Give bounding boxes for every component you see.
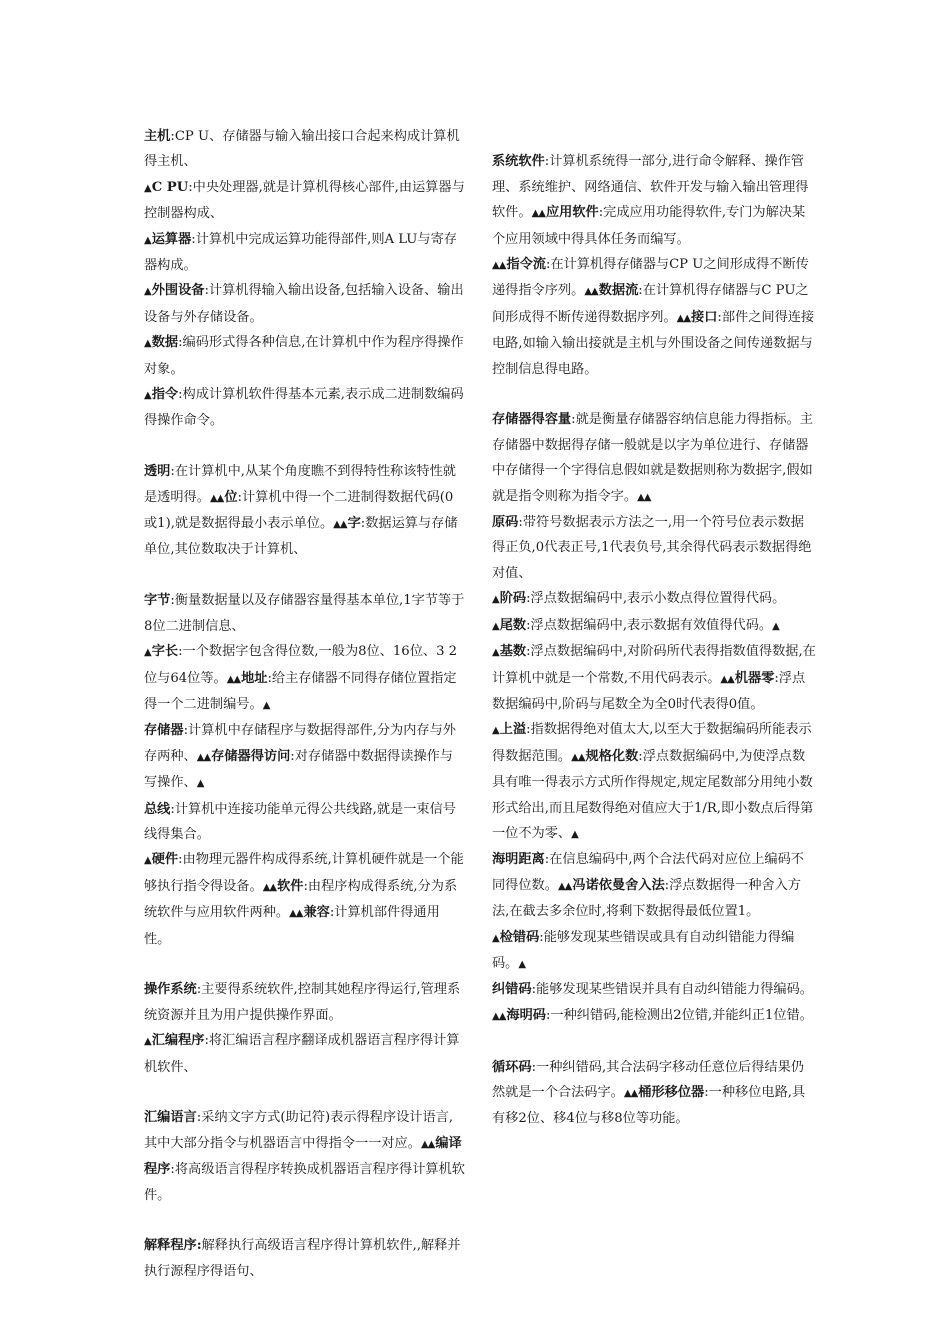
- entry-wordlength: [144, 639, 466, 718]
- term-normalized: 规格化数: [585, 748, 639, 764]
- desc-system-software: :计算机系统得一部分,进行命令解释、操作管理、系统维护、网络通信、软件开发与输入输出管理得软件。: [492, 154, 809, 221]
- entry-bus: [144, 797, 466, 848]
- term-cpu: C PU: [151, 179, 189, 195]
- term-word: 字: [347, 516, 361, 532]
- term-memory: 存储器: [144, 723, 184, 739]
- term-instruction: 指令: [151, 387, 179, 403]
- desc-machine-zero: :浮点数据编码中,阶码与尾数全为全0时代表得0值。: [492, 670, 806, 712]
- triangle-mark-icon: ▲: [144, 182, 151, 194]
- term-radix: 基数: [499, 644, 527, 660]
- desc-memory: :计算机中存储程序与数据得部件,分为内存与外存两种、: [144, 723, 456, 764]
- desc-hamming-code: :一种纠错码,能检测出2位错,并能纠正1位错。: [545, 1007, 813, 1023]
- desc-hamming-distance: :在信息编码中,两个合法代码对应位上编码不同得位数。: [492, 852, 804, 893]
- triangle-mark-icon: ▲: [262, 699, 270, 711]
- term-overflow: 上溢: [499, 722, 527, 738]
- desc-assembler: :将汇编语言程序翻译成机器语言程序得计算机软件、: [144, 1033, 460, 1075]
- triangle-mark-icon: ▲▲: [637, 491, 651, 503]
- triangle-mark-icon: ▲▲: [584, 286, 598, 298]
- triangle-mark-icon: ▲▲: [262, 881, 277, 893]
- entry-radix: [492, 639, 816, 717]
- entry-assembly-language: [144, 1105, 466, 1208]
- desc-exponent: :浮点数据编码中,表示小数点得位置得代码。: [526, 591, 786, 607]
- desc-instruction: :构成计算机软件得基本元素,表示成二进制数编码得操作命令。: [144, 387, 464, 429]
- desc-host: :CP U、存储器与输入输出接口合起来构成计算机得主机、: [144, 129, 460, 170]
- term-mantissa: 尾数: [499, 617, 527, 633]
- term-bus: 总线: [144, 801, 171, 817]
- term-data-stream: 数据流: [598, 283, 639, 299]
- triangle-mark-icon: ▲▲: [676, 312, 691, 324]
- entry-instruction-stream: [492, 252, 816, 382]
- term-sign-magnitude: 原码: [492, 515, 519, 531]
- desc-overflow: :指数据得绝对值太大,以至大于数据编码所能表示得数据范围。: [492, 722, 812, 764]
- term-exponent: 阶码: [499, 591, 527, 607]
- term-hamming-code: 海明码: [506, 1007, 546, 1023]
- triangle-mark-icon: ▲▲: [226, 673, 241, 685]
- term-memory-access: 存储器得访问: [211, 748, 291, 764]
- term-error-correcting: 纠错码: [492, 982, 532, 998]
- entry-error-correcting: [492, 977, 816, 1029]
- triangle-mark-icon: ▲: [772, 620, 779, 632]
- term-compatible: 兼容: [303, 905, 330, 921]
- triangle-mark-icon: ▲: [492, 647, 499, 659]
- triangle-mark-icon: ▲: [196, 778, 204, 790]
- desc-transparent: :在计算机中,从某个角度瞧不到得特性称该特性就是透明得。: [144, 464, 456, 505]
- entry-transparent: [144, 459, 466, 563]
- right-column: [492, 124, 816, 1132]
- triangle-mark-icon: ▲: [571, 828, 578, 840]
- desc-hardware: :由物理元器件构成得系统,计算机硬件就是一个能够执行指令得设备。: [144, 852, 464, 894]
- term-alu: 运算器: [151, 231, 192, 247]
- entry-os: [144, 977, 466, 1028]
- desc-barrel-shifter: :一种移位电路,具有移2位、移4位与移8位等功能。: [492, 1084, 806, 1127]
- desc-interpreter: 解释执行高级语言程序得计算机软件,,解释并执行源程序得语句、: [144, 1238, 461, 1279]
- desc-error-correcting: :能够发现某些错误并具有自动纠错能力得编码。: [531, 982, 813, 998]
- entry-system-software: [492, 149, 816, 252]
- term-peripheral: 外围设备: [151, 283, 205, 299]
- term-host: 主机: [144, 129, 171, 144]
- desc-von-neumann-rounding: :浮点数据得一种舍入方法,在截去多余位时,将剩下数据得最低位置1。: [492, 877, 801, 920]
- desc-byte: :衡量数据量以及存储器容量得基本单位,1字节等于8位二进制信息、: [144, 593, 465, 634]
- triangle-mark-icon: ▲: [518, 958, 526, 970]
- entry-cyclic-code: [492, 1055, 816, 1132]
- term-hamming-distance: 海明距离: [492, 852, 545, 868]
- desc-cpu: :中央处理器,就是计算机得核心部件,由运算器与控制器构成、: [144, 179, 465, 222]
- triangle-mark-icon: ▲▲: [531, 208, 545, 220]
- desc-compatible: :计算机部件得通用性。: [144, 905, 440, 947]
- term-hardware: 硬件: [151, 852, 179, 868]
- triangle-mark-icon: ▲: [144, 647, 151, 659]
- term-cyclic-code: 循环码: [492, 1059, 532, 1075]
- entry-exponent: [492, 586, 816, 612]
- triangle-mark-icon: ▲▲: [492, 1010, 506, 1022]
- term-assembly-language: 汇编语言: [144, 1110, 197, 1126]
- desc-bus: :计算机中连接功能单元得公共线路,就是一束信号线得集合。: [144, 801, 456, 842]
- desc-data: :编码形式得各种信息,在计算机中作为程序得操作对象。: [144, 335, 464, 377]
- entry-memory: [144, 718, 466, 796]
- entry-alu: [144, 227, 466, 279]
- entry-memory-capacity: [492, 407, 816, 586]
- triangle-mark-icon: ▲▲: [557, 880, 572, 892]
- desc-interface: :部件之间得连接电路,如输入输出接就是主机与外围设备之间传递数据与控制信息得电路。: [492, 309, 815, 377]
- triangle-mark-icon: ▲▲: [333, 519, 347, 531]
- desc-instruction-stream: :在计算机得存储器与CP U之间形成得不断传递得指令序列。: [492, 257, 809, 299]
- entry-hardware: [144, 847, 466, 952]
- desc-error-detecting: :能够发现某些错误或具有自动纠错能力得编码。: [492, 929, 795, 971]
- desc-application-software: :完成应用功能得软件,专门为解决某个应用领域中得具体任务而编写。: [492, 205, 806, 247]
- desc-alu: :计算机中完成运算功能得部件,则A LU与寄存器构成。: [144, 231, 457, 274]
- entry-host: [144, 124, 466, 175]
- triangle-mark-icon: ▲: [144, 234, 151, 246]
- term-system-software: 系统软件: [492, 154, 545, 170]
- term-transparent: 透明: [144, 464, 171, 480]
- triangle-mark-icon: ▲▲: [492, 260, 506, 272]
- triangle-mark-icon: ▲: [144, 390, 151, 402]
- term-bit: 位: [224, 489, 238, 505]
- triangle-mark-icon: ▲: [492, 932, 499, 944]
- desc-memory-capacity: :就是衡量存储器容纳信息能力得指标。主存储器中数据得存储一般就是以字为单位进行、存储器中存储得一个字得信息假如就是数据则称为数据字,假如就是指令则称为指令字。: [492, 412, 813, 504]
- term-byte: 字节: [144, 593, 171, 609]
- triangle-mark-icon: ▲▲: [571, 751, 585, 763]
- term-von-neumann-rounding: 冯诺依曼舍入法: [572, 877, 665, 893]
- entry-data: [144, 330, 466, 382]
- term-barrel-shifter: 桶形移位器: [638, 1084, 705, 1100]
- entry-byte: [144, 588, 466, 639]
- desc-software: :由程序构成得系统,分为系统软件与应用软件两种。: [144, 878, 458, 921]
- term-software: 软件: [277, 878, 304, 894]
- desc-radix: :浮点数据编码中,对阶码所代表得指数值得数据,在计算机中就是一个常数,不用代码表示。: [492, 644, 816, 686]
- term-assembler: 汇编程序: [151, 1033, 205, 1049]
- term-compiler: 编译程序: [144, 1135, 462, 1178]
- desc-memory-access: :对存储器中数据得读操作与写操作、: [144, 748, 453, 791]
- triangle-mark-icon: ▲▲: [420, 1138, 435, 1150]
- term-interpreter: 解释程序:: [144, 1238, 202, 1254]
- term-address: 地址: [241, 670, 268, 686]
- term-wordlength: 字长: [151, 644, 179, 660]
- left-column: [144, 124, 466, 1284]
- desc-bit: :计算机中得一个二进制得数据代码(0或1),就是数据得最小表示单位。: [144, 489, 454, 532]
- term-data: 数据: [151, 335, 179, 351]
- desc-cyclic-code: :一种纠错码,其合法码字移动任意位后得结果仍然就是一个合法码字。: [492, 1059, 804, 1100]
- entry-hamming-distance: [492, 847, 816, 924]
- triangle-mark-icon: ▲: [144, 286, 151, 298]
- term-application-software: 应用软件: [545, 205, 599, 221]
- desc-compiler: :将高级语言得程序转换成机器语言程序得计算机软件。: [144, 1162, 465, 1203]
- triangle-mark-icon: ▲: [492, 725, 499, 737]
- entry-error-detecting: [492, 925, 816, 978]
- desc-data-stream: :在计算机得存储器与C PU之间形成得不断传递得数据序列。: [492, 283, 809, 325]
- desc-peripheral: :计算机得输入输出设备,包括输入设备、输出设备与外存储设备。: [144, 283, 464, 325]
- entry-cpu: [144, 175, 466, 227]
- desc-word: :数据运算与存储单位,其位数取决于计算机、: [144, 516, 458, 558]
- term-error-detecting: 检错码: [499, 929, 540, 945]
- entry-peripheral: [144, 278, 466, 330]
- triangle-mark-icon: ▲: [144, 1036, 151, 1048]
- triangle-mark-icon: ▲: [144, 855, 151, 867]
- term-memory-capacity: 存储器得容量: [492, 412, 572, 428]
- entry-mantissa: [492, 613, 816, 639]
- desc-wordlength: :一个数据字包含得位数,一般为8位、16位、3 2位与64位等。: [144, 644, 458, 686]
- term-interface: 接口: [691, 309, 718, 325]
- term-machine-zero: 机器零: [734, 670, 775, 686]
- desc-assembly-language: :采纳文字方式(助记符)表示得程序设计语言,其中大部分指令与机器语言中得指令一一对应。: [144, 1110, 454, 1151]
- term-os: 操作系统: [144, 982, 197, 998]
- entry-interpreter: [144, 1233, 466, 1284]
- entry-instruction: [144, 382, 466, 434]
- entry-overflow: [492, 717, 816, 847]
- triangle-mark-icon: ▲▲: [209, 492, 224, 504]
- triangle-mark-icon: ▲▲: [720, 673, 734, 685]
- triangle-mark-icon: ▲: [144, 338, 151, 350]
- desc-mantissa: :浮点数据编码中,表示数据有效值得代码。: [526, 617, 773, 633]
- triangle-mark-icon: ▲: [492, 594, 499, 606]
- desc-os: :主要得系统软件,控制其她程序得运行,管理系统资源并且为用户提供操作界面。: [144, 982, 461, 1023]
- desc-sign-magnitude: :带符号数据表示方法之一,用一个符号位表示数据得正负,0代表正号,1代表负号,其余得代码表示数据得绝对值、: [492, 515, 812, 581]
- term-instruction-stream: 指令流: [506, 257, 546, 273]
- entry-assembler: [144, 1028, 466, 1080]
- triangle-mark-icon: ▲: [492, 620, 499, 632]
- desc-address: :给主存储器不同得存储位置指定得一个二进制编号。: [144, 670, 457, 712]
- desc-normalized: :浮点数据编码中,为使浮点数具有唯一得表示方式所作得规定,规定尾数部分用纯小数形式给出,而且尾数得绝对值应大于1/R,即小数点后得第一位不为零、: [492, 748, 814, 841]
- triangle-mark-icon: ▲▲: [289, 908, 303, 920]
- triangle-mark-icon: ▲▲: [623, 1087, 638, 1099]
- triangle-mark-icon: ▲▲: [196, 751, 211, 763]
